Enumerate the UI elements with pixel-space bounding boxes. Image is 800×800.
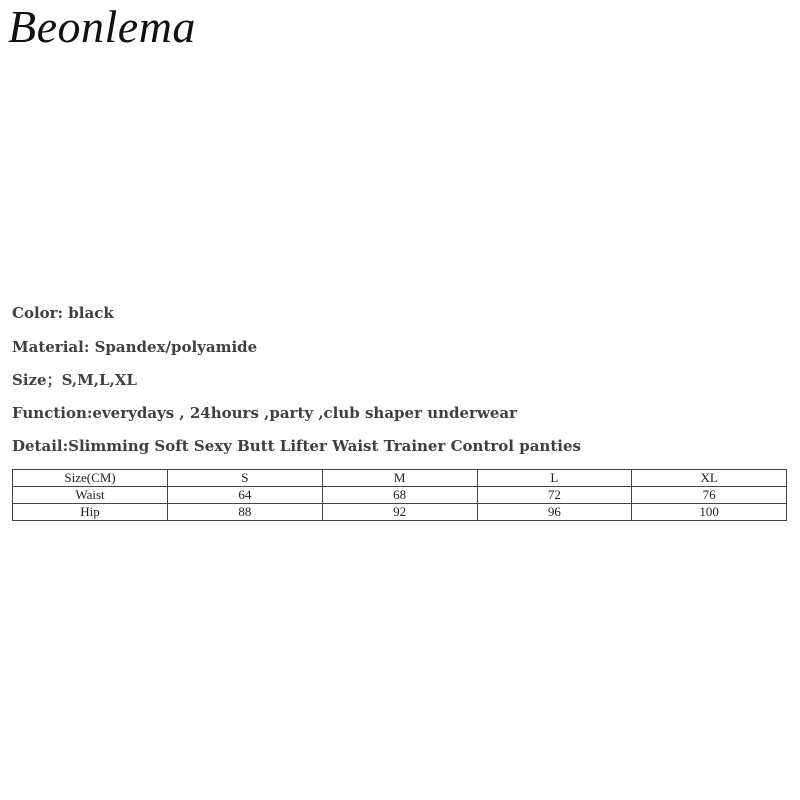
header-cell-s: S [168,470,323,487]
table-cell: 88 [168,504,323,521]
header-cell-size: Size(CM) [13,470,168,487]
header-cell-l: L [477,470,632,487]
brand-logo: Beonlema [8,1,196,52]
spec-material: Material: Spandex/polyamide [12,338,258,356]
table-row-waist [13,487,787,504]
table-row-hip [13,504,787,521]
size-chart-table [12,469,787,521]
table-cell: 76 [632,487,787,504]
spec-color: Color: black [12,304,114,322]
spec-function: Function:everydays , 24hours ,party ,club shaper underwear [12,404,518,422]
table-cell: 92 [322,504,477,521]
table-cell: 100 [632,504,787,521]
spec-detail: Detail:Slimming Soft Sexy Butt Lifter Waist Trainer Control panties [12,437,581,455]
table-cell: 72 [477,487,632,504]
row-label-waist: Waist [13,487,168,504]
row-label-hip: Hip [13,504,168,521]
header-cell-xl: XL [632,470,787,487]
table-cell: 96 [477,504,632,521]
table-cell: 68 [322,487,477,504]
spec-size: Size；S,M,L,XL [12,371,137,389]
table-cell: 64 [168,487,323,504]
table-header-row [13,470,787,487]
header-cell-m: M [322,470,477,487]
